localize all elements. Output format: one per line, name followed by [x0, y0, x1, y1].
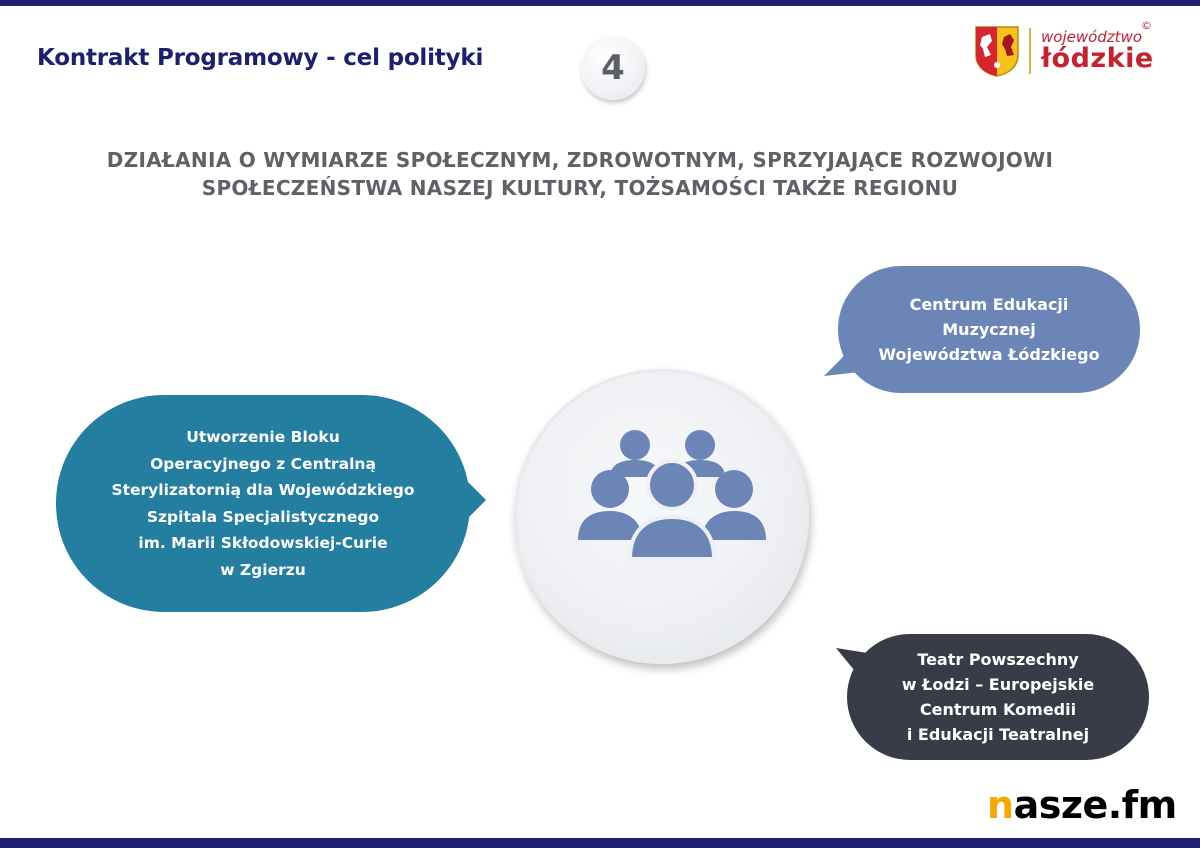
callout-bubble-hospital	[56, 395, 470, 612]
people-group-icon	[574, 425, 770, 561]
callout-tail-top	[820, 330, 860, 376]
watermark-letter: n	[987, 783, 1014, 827]
callout-tail-bottom	[834, 648, 874, 692]
callout-line: Centrum Komedii	[919, 700, 1077, 719]
section-heading	[40, 146, 1120, 202]
logo-text-small: województwo	[1041, 28, 1143, 46]
callout-line: Szpitala Specjalistycznego	[146, 507, 380, 526]
callout-line: Województwa Łódzkiego	[878, 345, 1100, 364]
callout-line: w Łodzi – Europejskie	[901, 675, 1095, 694]
callout-line: Operacyjnego z Centralną	[150, 454, 376, 473]
nasze-fm-watermark	[987, 783, 1177, 827]
callout-line: Centrum Edukacji	[909, 295, 1069, 314]
coat-of-arms-icon	[974, 25, 1020, 77]
registered-mark: ©	[1141, 19, 1152, 32]
callout-line: Utworzenie Bloku	[186, 428, 340, 446]
watermark-text: asze.fm	[1013, 783, 1177, 827]
callout-line: Muzycznej	[942, 320, 1036, 339]
logo-text-large: łódzkie	[1041, 43, 1154, 74]
callout-line: Sterylizatornią dla Wojewódzkiego	[111, 481, 415, 499]
top-accent-bar	[0, 0, 1200, 6]
callout-line: w Zgierzu	[220, 560, 306, 579]
callout-line: Teatr Powszechny	[917, 650, 1079, 669]
logo-divider	[1029, 28, 1031, 74]
heading-line: SPOŁECZEŃSTWA NASZEJ KULTURY, TOŻSAMOŚCI TAKŻE REGIONU	[201, 176, 959, 200]
callout-bubble-music-center	[838, 266, 1140, 393]
callout-line: i Edukacji Teatralnej	[906, 725, 1090, 744]
callout-bubble-theatre	[847, 634, 1149, 760]
bottom-accent-bar	[0, 838, 1200, 848]
section-number-badge: 4	[581, 36, 645, 100]
page-title: Kontrakt Programowy - cel polityki	[37, 45, 484, 71]
heading-line: DZIAŁANIA O WYMIARZE SPOŁECZNYM, ZDROWOTNYM, SPRZYJAJĄCE ROZWOJOWI	[106, 148, 1054, 172]
callout-tail-left	[458, 470, 488, 530]
callout-line: im. Marii Skłodowskiej-Curie	[138, 534, 388, 552]
